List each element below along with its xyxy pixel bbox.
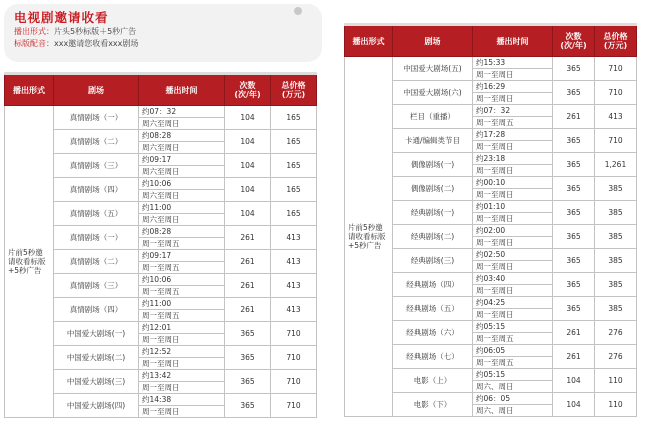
count-value: 261 <box>225 250 271 274</box>
broadcast-time: 约11:00 <box>139 202 225 214</box>
price-value: 413 <box>271 226 317 250</box>
price-value: 385 <box>595 177 637 201</box>
program-name: 经典剧场(三) <box>393 249 473 273</box>
price-value: 165 <box>271 178 317 202</box>
broadcast-days: 周一至周五 <box>139 262 225 274</box>
col-header-count: 次数 (次/年) <box>553 25 595 57</box>
broadcast-days: 周一至周日 <box>139 382 225 394</box>
broadcast-days: 周一至周五 <box>473 117 553 129</box>
program-name: 偶像剧场(二) <box>393 177 473 201</box>
price-value: 710 <box>595 81 637 105</box>
broadcast-days: 周一至周日 <box>473 261 553 273</box>
count-value: 261 <box>553 321 595 345</box>
broadcast-days: 周一至周日 <box>473 309 553 321</box>
schedule-table-right <box>344 23 637 417</box>
program-name: 栏目（重播） <box>393 105 473 129</box>
broadcast-time: 约10:06 <box>139 178 225 190</box>
broadcast-days: 周一至周五 <box>139 238 225 250</box>
price-value: 385 <box>595 201 637 225</box>
count-value: 365 <box>225 370 271 394</box>
count-value: 261 <box>225 298 271 322</box>
broadcast-time: 约00:10 <box>473 177 553 189</box>
broadcast-days: 周一至周日 <box>473 285 553 297</box>
count-value: 104 <box>225 202 271 226</box>
program-name: 经典剧场（七） <box>393 345 473 369</box>
broadcast-days: 周六至周日 <box>139 190 225 202</box>
price-value: 385 <box>595 249 637 273</box>
broadcast-days: 周一至周五 <box>473 333 553 345</box>
broadcast-time: 约23:18 <box>473 153 553 165</box>
col-header-price: 总价格 (万元) <box>271 74 317 106</box>
count-value: 365 <box>225 346 271 370</box>
broadcast-days: 周一至周日 <box>139 334 225 346</box>
count-value: 104 <box>225 130 271 154</box>
count-value: 365 <box>553 153 595 177</box>
program-name: 真情剧场（二） <box>54 130 139 154</box>
count-value: 104 <box>225 178 271 202</box>
broadcast-days: 周一至周日 <box>473 237 553 249</box>
count-value: 365 <box>553 57 595 81</box>
table-header-row <box>345 25 637 57</box>
col-header-price: 总价格 (万元) <box>595 25 637 57</box>
broadcast-days: 周一至周日 <box>473 189 553 201</box>
broadcast-time: 约08:28 <box>139 130 225 142</box>
program-name: 真情剧场（一） <box>54 226 139 250</box>
broadcast-time: 约07：32 <box>139 106 225 118</box>
col-header-time: 播出时间 <box>139 74 225 106</box>
program-name: 经典剧场(二) <box>393 225 473 249</box>
program-name: 经典剧场(一) <box>393 201 473 225</box>
broadcast-time: 约04:25 <box>473 297 553 309</box>
broadcast-days: 周一至周日 <box>473 165 553 177</box>
broadcast-format-label: 播出形式： <box>14 27 54 36</box>
broadcast-time: 约02:50 <box>473 249 553 261</box>
program-name: 真情剧场（三） <box>54 274 139 298</box>
broadcast-format-line <box>14 26 312 38</box>
broadcast-time: 约17:28 <box>473 129 553 141</box>
count-value: 365 <box>553 81 595 105</box>
broadcast-format-value: 片头5秒标版＋5秒广告 <box>54 27 137 36</box>
program-name: 中国爱大剧场(六) <box>393 81 473 105</box>
program-name: 经典剧场（六） <box>393 321 473 345</box>
broadcast-time: 约14:38 <box>139 394 225 406</box>
count-value: 261 <box>553 105 595 129</box>
program-name: 真情剧场（四） <box>54 178 139 202</box>
price-value: 413 <box>271 274 317 298</box>
broadcast-days: 周一至周日 <box>473 213 553 225</box>
count-value: 365 <box>553 177 595 201</box>
price-value: 110 <box>595 369 637 393</box>
count-value: 261 <box>225 226 271 250</box>
col-header-time: 播出时间 <box>473 25 553 57</box>
voiceover-label: 标版配音： <box>14 39 54 48</box>
price-value: 710 <box>271 394 317 418</box>
price-value: 276 <box>595 345 637 369</box>
program-name: 中国爱大剧场(三) <box>54 370 139 394</box>
count-value: 261 <box>225 274 271 298</box>
count-value: 365 <box>553 225 595 249</box>
broadcast-time: 约11:00 <box>139 298 225 310</box>
broadcast-days: 周一至周日 <box>139 406 225 418</box>
price-value: 165 <box>271 130 317 154</box>
price-value: 165 <box>271 202 317 226</box>
page-title: 电视剧邀请收看 <box>14 10 109 25</box>
col-header-count: 次数 (次/年) <box>225 74 271 106</box>
program-name: 中国爱大剧场(一) <box>54 322 139 346</box>
program-name: 真情剧场（一） <box>54 106 139 130</box>
broadcast-time: 约09:17 <box>139 250 225 262</box>
program-name: 经典剧场（五） <box>393 297 473 321</box>
voiceover-value: xxx邀请您收看xxx剧场 <box>54 39 139 48</box>
count-value: 104 <box>225 154 271 178</box>
broadcast-days: 周一至周五 <box>139 310 225 322</box>
count-value: 261 <box>553 345 595 369</box>
col-header-format: 播出形式 <box>5 74 54 106</box>
price-value: 413 <box>271 298 317 322</box>
count-value: 104 <box>553 393 595 417</box>
count-value: 365 <box>225 322 271 346</box>
program-name: 真情剧场（二） <box>54 250 139 274</box>
broadcast-days: 周六至周日 <box>139 142 225 154</box>
count-value: 104 <box>225 106 271 130</box>
price-value: 385 <box>595 273 637 297</box>
broadcast-time: 约12:01 <box>139 322 225 334</box>
broadcast-time: 约13:42 <box>139 370 225 382</box>
price-value: 710 <box>271 346 317 370</box>
broadcast-days: 周一至周日 <box>473 69 553 81</box>
broadcast-time: 约07：32 <box>473 105 553 117</box>
program-name: 中国爱大剧场(四) <box>54 394 139 418</box>
count-value: 365 <box>553 249 595 273</box>
decorative-dot <box>294 7 302 15</box>
broadcast-time: 约03:40 <box>473 273 553 285</box>
broadcast-days: 周六至周日 <box>139 166 225 178</box>
broadcast-time: 约05:15 <box>473 369 553 381</box>
broadcast-time: 约15:33 <box>473 57 553 69</box>
program-name: 真情剧场（三） <box>54 154 139 178</box>
table-row <box>5 106 317 118</box>
table-header-row <box>5 74 317 106</box>
col-header-program: 剧场 <box>54 74 139 106</box>
broadcast-days: 周一至周日 <box>473 141 553 153</box>
program-name: 中国爱大剧场(二) <box>54 346 139 370</box>
price-value: 710 <box>595 57 637 81</box>
broadcast-time: 约05:15 <box>473 321 553 333</box>
broadcast-days: 周一至周五 <box>139 286 225 298</box>
program-name: 电影（上） <box>393 369 473 393</box>
voiceover-line <box>14 38 312 50</box>
count-value: 365 <box>553 273 595 297</box>
price-value: 385 <box>595 297 637 321</box>
price-value: 413 <box>595 105 637 129</box>
col-header-format: 播出形式 <box>345 25 393 57</box>
broadcast-time: 约12:52 <box>139 346 225 358</box>
count-value: 365 <box>553 201 595 225</box>
broadcast-time: 约08:28 <box>139 226 225 238</box>
table-row <box>345 57 637 69</box>
price-value: 710 <box>595 129 637 153</box>
broadcast-time: 约09:17 <box>139 154 225 166</box>
format-cell: 片前5秒邀请收看标版+5秒广告 <box>5 106 54 418</box>
broadcast-days: 周六、周日 <box>473 381 553 393</box>
broadcast-time: 约06:05 <box>473 345 553 357</box>
program-name: 中国爱大剧场(五) <box>393 57 473 81</box>
count-value: 104 <box>553 369 595 393</box>
broadcast-days: 周六至周日 <box>139 118 225 130</box>
broadcast-time: 约01:10 <box>473 201 553 213</box>
broadcast-days: 周一至周日 <box>473 93 553 105</box>
program-name: 真情剧场（四） <box>54 298 139 322</box>
broadcast-days: 周一至周日 <box>139 358 225 370</box>
info-panel <box>4 4 322 62</box>
price-value: 276 <box>595 321 637 345</box>
price-value: 1,261 <box>595 153 637 177</box>
price-value: 110 <box>595 393 637 417</box>
price-value: 710 <box>271 370 317 394</box>
program-name: 电影（下） <box>393 393 473 417</box>
program-name: 经典剧场（四） <box>393 273 473 297</box>
format-cell: 片前5秒邀请收看标版+5秒广告 <box>345 57 393 417</box>
broadcast-time: 约16:29 <box>473 81 553 93</box>
broadcast-time: 约02:00 <box>473 225 553 237</box>
price-value: 385 <box>595 225 637 249</box>
price-value: 165 <box>271 106 317 130</box>
price-value: 413 <box>271 250 317 274</box>
count-value: 365 <box>553 129 595 153</box>
broadcast-time: 约10:06 <box>139 274 225 286</box>
broadcast-time: 约06：05 <box>473 393 553 405</box>
program-name: 真情剧场（五） <box>54 202 139 226</box>
price-value: 710 <box>271 322 317 346</box>
price-value: 165 <box>271 154 317 178</box>
count-value: 365 <box>553 297 595 321</box>
schedule-table-left <box>4 72 317 418</box>
col-header-program: 剧场 <box>393 25 473 57</box>
broadcast-days: 周一至周五 <box>473 357 553 369</box>
program-name: 偶像剧场(一) <box>393 153 473 177</box>
broadcast-days: 周六至周日 <box>139 214 225 226</box>
broadcast-days: 周六、周日 <box>473 405 553 417</box>
program-name: 卡通/编辑类节目 <box>393 129 473 153</box>
count-value: 365 <box>225 394 271 418</box>
